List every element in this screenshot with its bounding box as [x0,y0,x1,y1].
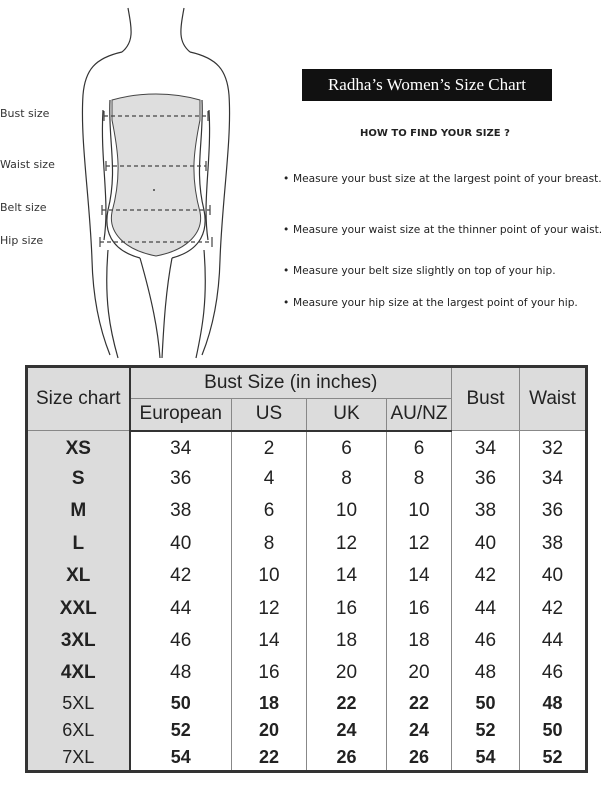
size-label-cell: 4XL [27,657,130,689]
value-cell: 16 [387,592,452,624]
body-figure-illustration [0,0,270,360]
value-cell: 10 [232,560,307,592]
value-cell: 42 [130,560,232,592]
au-nz-header: AU/NZ [387,399,452,431]
value-cell: 20 [387,657,452,689]
value-cell: 22 [232,744,307,771]
value-cell: 12 [387,528,452,560]
size-chart-title: Radha’s Women’s Size Chart [302,69,552,101]
size-label-cell: M [27,495,130,527]
value-cell: 34 [452,431,520,463]
uk-header: UK [307,399,387,431]
value-cell: 6 [307,431,387,463]
tip-text: Measure your bust size at the largest point of your breast. [293,173,602,185]
waist-header: Waist [520,367,587,431]
value-cell: 14 [387,560,452,592]
tip-bust [283,173,602,185]
table-row [27,744,587,771]
tip-text: Measure your belt size slightly on top of your hip. [293,265,556,277]
table-row [27,717,587,744]
value-cell: 26 [387,744,452,771]
value-cell: 52 [130,717,232,744]
value-cell: 22 [387,690,452,717]
value-cell: 40 [130,528,232,560]
value-cell: 54 [130,744,232,771]
value-cell: 2 [232,431,307,463]
value-cell: 4 [232,463,307,495]
value-cell: 44 [130,592,232,624]
how-to-heading: HOW TO FIND YOUR SIZE ? [360,128,510,139]
value-cell: 6 [387,431,452,463]
size-chart-header: Size chart [27,367,130,431]
table-row [27,495,587,527]
value-cell: 16 [232,657,307,689]
value-cell: 48 [130,657,232,689]
hip-size-label: Hip size [0,234,44,247]
size-table [25,365,588,773]
size-label-cell: XS [27,431,130,463]
value-cell: 18 [307,625,387,657]
tip-belt [283,265,556,277]
value-cell: 34 [520,463,587,495]
value-cell: 50 [520,717,587,744]
value-cell: 26 [307,744,387,771]
value-cell: 22 [307,690,387,717]
value-cell: 46 [452,625,520,657]
value-cell: 18 [387,625,452,657]
waist-size-label: Waist size [0,158,55,171]
tip-text: Measure your waist size at the thinner point of your waist. [293,224,603,236]
size-label-cell: 3XL [27,625,130,657]
tip-waist [283,224,602,236]
table-row [27,560,587,592]
bullet-icon: • [283,297,290,309]
value-cell: 40 [452,528,520,560]
value-cell: 14 [307,560,387,592]
us-header: US [232,399,307,431]
size-label-cell: 6XL [27,717,130,744]
value-cell: 52 [452,717,520,744]
size-label-cell: L [27,528,130,560]
value-cell: 40 [520,560,587,592]
table-row [27,625,587,657]
value-cell: 42 [452,560,520,592]
value-cell: 50 [130,690,232,717]
value-cell: 48 [520,690,587,717]
bust-size-label: Bust size [0,107,50,120]
value-cell: 14 [232,625,307,657]
size-label-cell: S [27,463,130,495]
value-cell: 24 [387,717,452,744]
table-row [27,528,587,560]
size-label-cell: XXL [27,592,130,624]
bullet-icon: • [283,265,290,277]
body-outline-icon [0,0,270,360]
value-cell: 52 [520,744,587,771]
value-cell: 38 [520,528,587,560]
value-cell: 12 [307,528,387,560]
value-cell: 46 [130,625,232,657]
value-cell: 44 [520,625,587,657]
bust-header: Bust [452,367,520,431]
bullet-icon: • [283,224,290,236]
value-cell: 36 [130,463,232,495]
value-cell: 50 [452,690,520,717]
table-row [27,592,587,624]
value-cell: 44 [452,592,520,624]
value-cell: 12 [232,592,307,624]
size-label-cell: 5XL [27,690,130,717]
value-cell: 8 [387,463,452,495]
value-cell: 24 [307,717,387,744]
value-cell: 18 [232,690,307,717]
value-cell: 38 [452,495,520,527]
table-row [27,463,587,495]
table-row [27,657,587,689]
value-cell: 42 [520,592,587,624]
size-label-cell: XL [27,560,130,592]
value-cell: 32 [520,431,587,463]
european-header: European [130,399,232,431]
table-row [27,431,587,463]
value-cell: 10 [307,495,387,527]
value-cell: 8 [232,528,307,560]
tip-text: Measure your hip size at the largest point of your hip. [293,297,578,309]
value-cell: 20 [307,657,387,689]
value-cell: 36 [520,495,587,527]
value-cell: 16 [307,592,387,624]
value-cell: 46 [520,657,587,689]
value-cell: 34 [130,431,232,463]
value-cell: 54 [452,744,520,771]
value-cell: 38 [130,495,232,527]
value-cell: 36 [452,463,520,495]
belt-size-label: Belt size [0,201,47,214]
value-cell: 10 [387,495,452,527]
table-row [27,690,587,717]
size-label-cell: 7XL [27,744,130,771]
tip-hip [283,297,578,309]
bullet-icon: • [283,173,290,185]
value-cell: 8 [307,463,387,495]
bust-size-group-header: Bust Size (in inches) [130,367,452,399]
value-cell: 48 [452,657,520,689]
value-cell: 6 [232,495,307,527]
value-cell: 20 [232,717,307,744]
